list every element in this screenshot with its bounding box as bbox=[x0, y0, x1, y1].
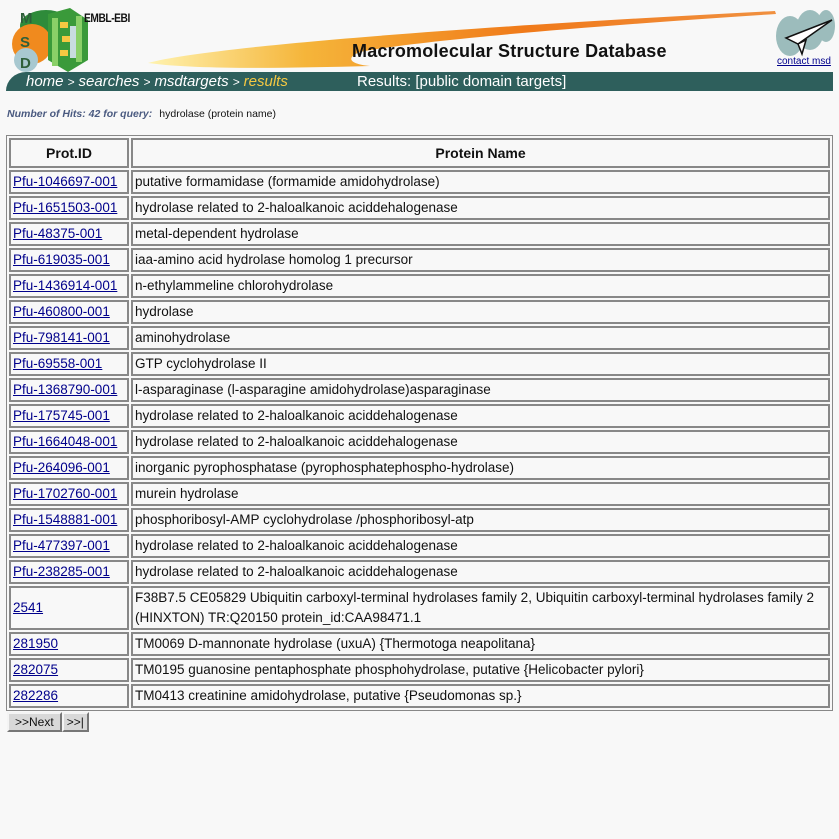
prot-id-cell bbox=[9, 352, 129, 376]
protein-name-cell: F38B7.5 CE05829 Ubiquitin carboxyl-terminal hydrolases family 2, Ubiquitin carboxyl-terminal hydrolases family 2 (HINXTON) TR:Q20150 protein_id:CAA98471.1 bbox=[131, 586, 830, 630]
prot-id-cell bbox=[9, 404, 129, 428]
table-header-row bbox=[9, 138, 830, 168]
table-row bbox=[9, 684, 830, 708]
table-row bbox=[9, 560, 830, 584]
table-row bbox=[9, 404, 830, 428]
protein-name-cell: phosphoribosyl-AMP cyclohydrolase /phosphoribosyl-atp bbox=[131, 508, 830, 532]
protein-name-cell: hydrolase related to 2-haloalkanoic aciddehalogenase bbox=[131, 430, 830, 454]
query-summary bbox=[7, 108, 276, 120]
table-row bbox=[9, 508, 830, 532]
results-table bbox=[6, 135, 833, 711]
prot-id-link[interactable]: 282075 bbox=[13, 662, 59, 677]
protein-name-cell: hydrolase related to 2-haloalkanoic aciddehalogenase bbox=[131, 196, 830, 220]
protein-name-cell: GTP cyclohydrolase II bbox=[131, 352, 830, 376]
prot-id-link[interactable]: Pfu-798141-001 bbox=[13, 330, 110, 345]
breadcrumb-home[interactable]: home bbox=[26, 73, 64, 90]
protein-name-cell: metal-dependent hydrolase bbox=[131, 222, 830, 246]
protein-name-cell: murein hydrolase bbox=[131, 482, 830, 506]
last-page-button[interactable]: >>| bbox=[62, 712, 89, 732]
paper-plane-icon[interactable] bbox=[772, 8, 836, 58]
prot-id-link[interactable]: Pfu-1651503-001 bbox=[13, 200, 118, 215]
prot-id-link[interactable]: Pfu-264096-001 bbox=[13, 460, 110, 475]
breadcrumb-separator: > bbox=[232, 75, 240, 89]
breadcrumb-separator: > bbox=[67, 75, 75, 89]
prot-id-cell bbox=[9, 586, 129, 630]
prot-id-link[interactable]: Pfu-619035-001 bbox=[13, 252, 110, 267]
logo-letter-d: D bbox=[20, 55, 31, 72]
logo-letter-s: S bbox=[20, 34, 31, 51]
protein-name-cell: aminohydrolase bbox=[131, 326, 830, 350]
prot-id-link[interactable]: Pfu-1436914-001 bbox=[13, 278, 118, 293]
prot-id-link[interactable]: Pfu-1368790-001 bbox=[13, 382, 118, 397]
prot-id-link[interactable]: 281950 bbox=[13, 636, 59, 651]
logo-letter-m: M bbox=[20, 10, 33, 27]
prot-id-cell bbox=[9, 248, 129, 272]
prot-id-cell bbox=[9, 508, 129, 532]
prot-id-cell bbox=[9, 274, 129, 298]
protein-name-cell: l-asparaginase (l-asparagine amidohydrolase)asparaginase bbox=[131, 378, 830, 402]
table-row bbox=[9, 430, 830, 454]
query-value: hydrolase (protein name) bbox=[159, 108, 277, 120]
prot-id-link[interactable]: Pfu-69558-001 bbox=[13, 356, 103, 371]
breadcrumb-searches[interactable]: searches bbox=[78, 73, 140, 90]
prot-id-cell bbox=[9, 430, 129, 454]
prot-id-link[interactable]: Pfu-48375-001 bbox=[13, 226, 103, 241]
breadcrumb-separator: > bbox=[143, 75, 151, 89]
protein-name-cell: hydrolase related to 2-haloalkanoic aciddehalogenase bbox=[131, 404, 830, 428]
column-header-prot-id: Prot.ID bbox=[9, 138, 129, 168]
prot-id-cell bbox=[9, 632, 129, 656]
prot-id-cell bbox=[9, 534, 129, 558]
prot-id-cell bbox=[9, 196, 129, 220]
table-row bbox=[9, 248, 830, 272]
results-title: Results: [public domain targets] bbox=[357, 73, 567, 90]
prot-id-link[interactable]: Pfu-460800-001 bbox=[13, 304, 110, 319]
prot-id-link[interactable]: Pfu-1702760-001 bbox=[13, 486, 118, 501]
protein-name-cell: TM0069 D-mannonate hydrolase (uxuA) {Thermotoga neapolitana} bbox=[131, 632, 830, 656]
table-row bbox=[9, 326, 830, 350]
protein-name-cell: TM0195 guanosine pentaphosphate phosphohydrolase, putative {Helicobacter pylori} bbox=[131, 658, 830, 682]
protein-name-cell: hydrolase related to 2-haloalkanoic aciddehalogenase bbox=[131, 534, 830, 558]
prot-id-cell bbox=[9, 326, 129, 350]
contact-msd-link[interactable]: contact msd bbox=[777, 56, 831, 67]
table-row bbox=[9, 378, 830, 402]
prot-id-link[interactable]: 2541 bbox=[13, 600, 44, 615]
prot-id-cell bbox=[9, 300, 129, 324]
table-row bbox=[9, 632, 830, 656]
table-row bbox=[9, 352, 830, 376]
protein-name-cell: n-ethylammeline chlorohydrolase bbox=[131, 274, 830, 298]
prot-id-link[interactable]: Pfu-175745-001 bbox=[13, 408, 110, 423]
table-row bbox=[9, 482, 830, 506]
table-row bbox=[9, 170, 830, 194]
prot-id-link[interactable]: Pfu-238285-001 bbox=[13, 564, 110, 579]
protein-name-cell: hydrolase bbox=[131, 300, 830, 324]
protein-name-cell: TM0413 creatinine amidohydrolase, putative {Pseudomonas sp.} bbox=[131, 684, 830, 708]
prot-id-link[interactable]: Pfu-477397-001 bbox=[13, 538, 110, 553]
table-row bbox=[9, 534, 830, 558]
prot-id-cell bbox=[9, 378, 129, 402]
protein-name-cell: hydrolase related to 2-haloalkanoic aciddehalogenase bbox=[131, 560, 830, 584]
table-row bbox=[9, 658, 830, 682]
table-row bbox=[9, 586, 830, 630]
prot-id-link[interactable]: Pfu-1664048-001 bbox=[13, 434, 118, 449]
prot-id-cell bbox=[9, 684, 129, 708]
protein-name-cell: putative formamidase (formamide amidohydrolase) bbox=[131, 170, 830, 194]
table-row bbox=[9, 456, 830, 480]
table-row bbox=[9, 300, 830, 324]
table-row bbox=[9, 196, 830, 220]
prot-id-link[interactable]: 282286 bbox=[13, 688, 59, 703]
prot-id-cell bbox=[9, 560, 129, 584]
protein-name-cell: iaa-amino acid hydrolase homolog 1 precursor bbox=[131, 248, 830, 272]
breadcrumb bbox=[26, 73, 288, 90]
hits-label: Number of Hits: 42 for query: bbox=[7, 108, 153, 120]
breadcrumb-results: results bbox=[243, 73, 288, 90]
pagination bbox=[7, 712, 833, 732]
next-page-button[interactable]: >>Next bbox=[7, 712, 62, 732]
protein-name-cell: inorganic pyrophosphatase (pyrophosphatephospho-hydrolase) bbox=[131, 456, 830, 480]
prot-id-link[interactable]: Pfu-1548881-001 bbox=[13, 512, 118, 527]
prot-id-cell bbox=[9, 222, 129, 246]
site-title: Macromolecular Structure Database bbox=[352, 41, 667, 61]
table-row bbox=[9, 274, 830, 298]
results-section bbox=[6, 135, 833, 732]
prot-id-cell bbox=[9, 482, 129, 506]
column-header-protein-name: Protein Name bbox=[131, 138, 830, 168]
prot-id-cell bbox=[9, 658, 129, 682]
table-row bbox=[9, 222, 830, 246]
prot-id-cell bbox=[9, 456, 129, 480]
prot-id-link[interactable]: Pfu-1046697-001 bbox=[13, 174, 118, 189]
prot-id-cell bbox=[9, 170, 129, 194]
breadcrumb-msdtargets[interactable]: msdtargets bbox=[154, 73, 229, 90]
embl-ebi-label: EMBL-EBI bbox=[84, 11, 130, 25]
